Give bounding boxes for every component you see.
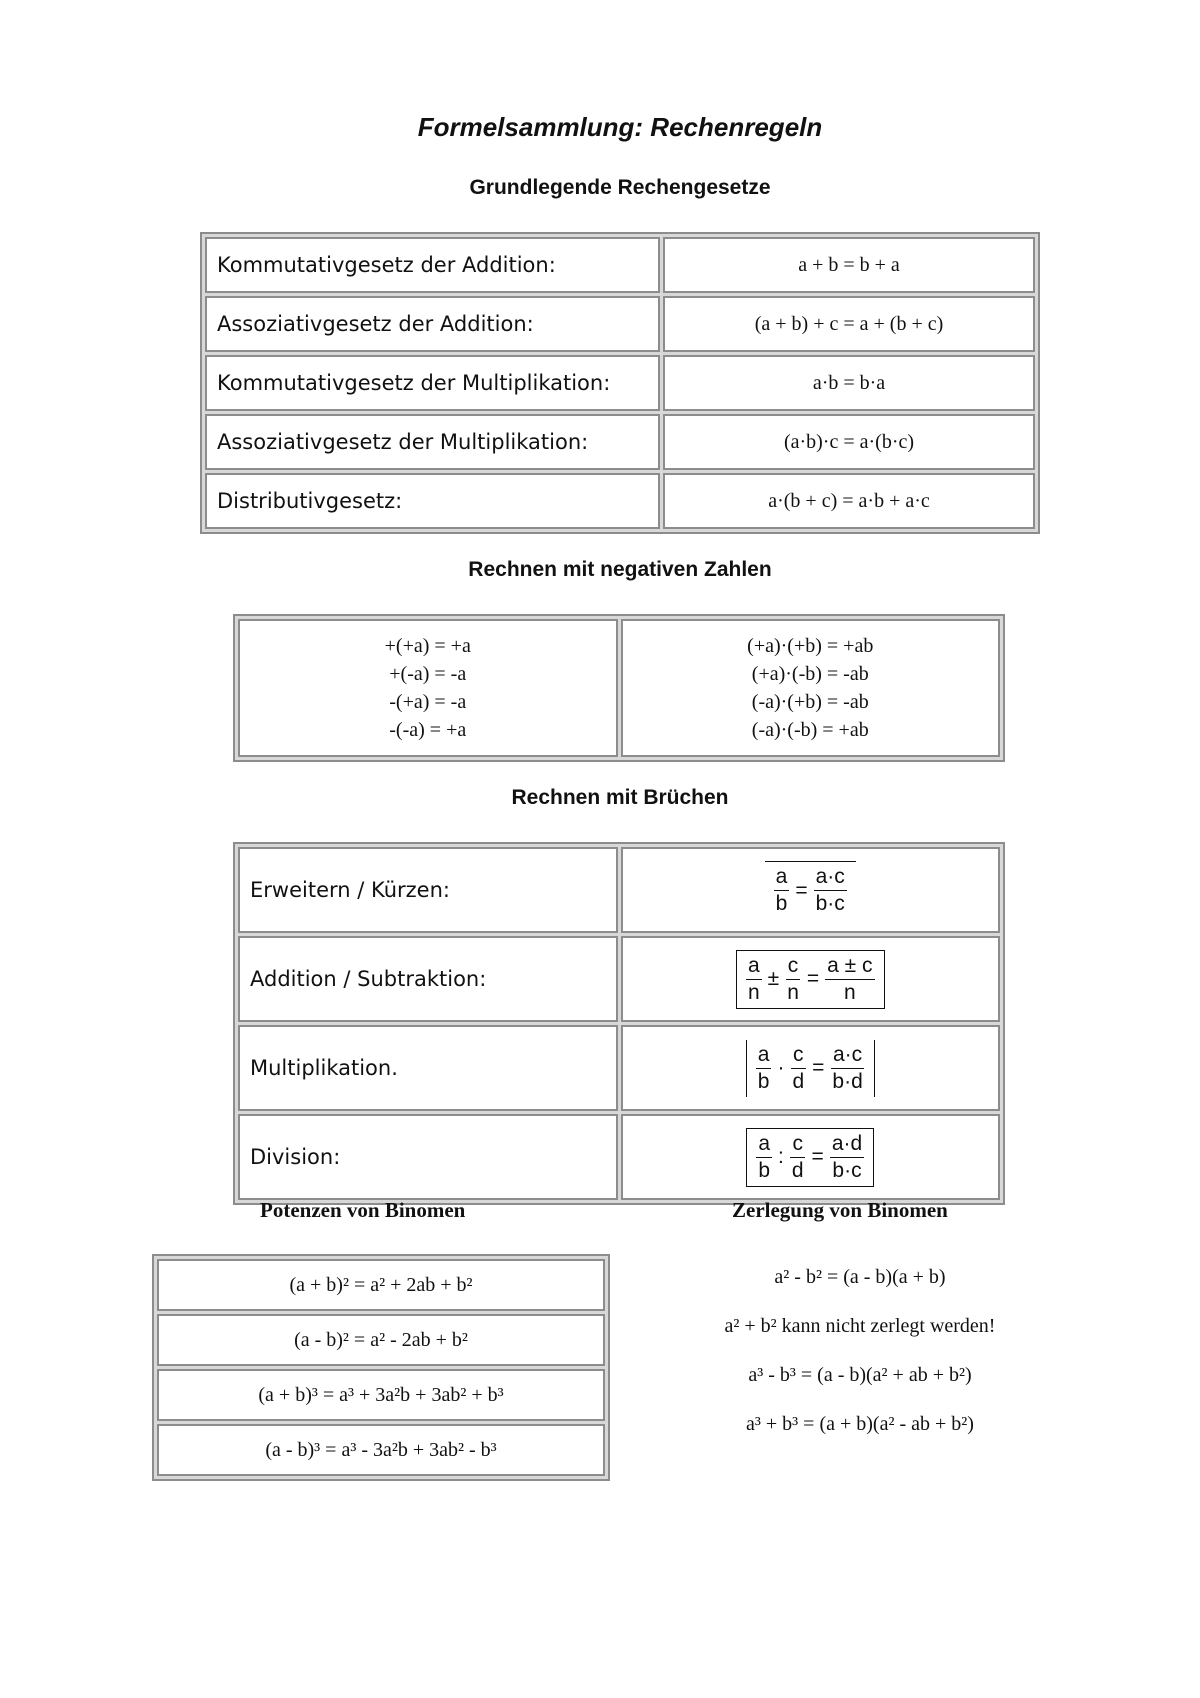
section-heading-brueche: Rechnen mit Brüchen xyxy=(511,786,729,809)
table-row xyxy=(238,936,1000,1022)
sign-rule: (-a)·(+b) = -ab xyxy=(751,691,869,713)
law-formula: a·(b + c) = a·b + a·c xyxy=(663,473,1035,529)
table-row xyxy=(205,355,1035,411)
factorization-line: a² + b² kann nicht zerlegt werden! xyxy=(724,1315,996,1337)
table-row xyxy=(205,414,1035,470)
table-row xyxy=(238,619,1000,757)
numerator: a xyxy=(756,1042,772,1069)
law-label: Kommutativgesetz der Multiplikation: xyxy=(205,355,660,411)
formula-division xyxy=(746,1128,874,1187)
basic-laws-table xyxy=(200,232,1040,534)
numerator: c xyxy=(786,953,801,980)
binomial-power: (a + b)² = a² + 2ab + b² xyxy=(157,1259,605,1311)
numerator: a xyxy=(774,864,790,891)
operator: = xyxy=(812,1056,825,1079)
table-row xyxy=(205,237,1035,293)
sign-rules-product xyxy=(621,619,1001,757)
operator: ± xyxy=(767,967,780,990)
sign-rule: (+a)·(+b) = +ab xyxy=(747,635,874,657)
binomial-power: (a - b)² = a² - 2ab + b² xyxy=(157,1314,605,1366)
denominator: d xyxy=(791,1158,804,1182)
formula-multiplikation xyxy=(746,1040,875,1097)
section-heading-potenzen: Potenzen von Binomen xyxy=(260,1198,466,1222)
operator: : xyxy=(778,1145,784,1168)
sign-rule: (+a)·(-b) = -ab xyxy=(751,663,869,685)
denominator: b xyxy=(775,892,788,915)
fraction-rule-label: Addition / Subtraktion: xyxy=(238,936,618,1022)
fraction-rule-formula xyxy=(621,1025,1001,1111)
sign-rules-sum xyxy=(238,619,618,757)
operator: = xyxy=(795,878,808,902)
sign-rule: -(+a) = -a xyxy=(389,691,467,713)
formula-erweitern xyxy=(765,861,856,919)
factorization-line: a² - b² = (a - b)(a + b) xyxy=(774,1266,946,1288)
law-label: Assoziativgesetz der Addition: xyxy=(205,296,660,352)
table-row xyxy=(157,1369,605,1421)
sign-rule: -(-a) = +a xyxy=(389,719,467,741)
section-heading-negative: Rechnen mit negativen Zahlen xyxy=(468,558,772,581)
fractions-table xyxy=(233,842,1005,1205)
binomial-powers-table xyxy=(152,1254,610,1481)
numerator: a·c xyxy=(814,864,847,891)
binomial-power: (a - b)³ = a³ - 3a²b + 3ab² - b³ xyxy=(157,1424,605,1476)
table-row xyxy=(205,296,1035,352)
denominator: b xyxy=(757,1069,770,1093)
binomial-power: (a + b)³ = a³ + 3a²b + 3ab² + b³ xyxy=(157,1369,605,1421)
law-formula: a·b = b·a xyxy=(663,355,1035,411)
operator: = xyxy=(806,967,820,990)
numerator: c xyxy=(791,1042,806,1069)
factorization-line: a³ - b³ = (a - b)(a² + ab + b²) xyxy=(748,1364,972,1386)
denominator: n xyxy=(843,980,856,1004)
law-label: Distributivgesetz: xyxy=(205,473,660,529)
numerator: a ± c xyxy=(825,953,874,980)
law-formula: (a + b) + c = a + (b + c) xyxy=(663,296,1035,352)
factorization-line: a³ + b³ = (a + b)(a² - ab + b²) xyxy=(746,1413,974,1435)
formula-addition xyxy=(736,950,885,1009)
fraction-rule-formula xyxy=(621,936,1001,1022)
table-row xyxy=(238,847,1000,933)
numerator: a·d xyxy=(830,1131,864,1158)
fraction-rule-formula xyxy=(621,847,1001,933)
table-row xyxy=(205,473,1035,529)
denominator: b·d xyxy=(832,1069,863,1093)
negative-numbers-table xyxy=(233,614,1005,762)
sign-rule: +(-a) = -a xyxy=(389,663,467,685)
fraction-rule-label: Division: xyxy=(238,1114,618,1200)
table-row xyxy=(238,1025,1000,1111)
table-row xyxy=(157,1424,605,1476)
fraction-rule-formula xyxy=(621,1114,1001,1200)
sign-rule: (-a)·(-b) = +ab xyxy=(751,719,869,741)
numerator: a·c xyxy=(831,1042,864,1069)
denominator: n xyxy=(787,980,799,1004)
table-row xyxy=(238,1114,1000,1200)
operator: · xyxy=(777,1056,785,1079)
law-formula: a + b = b + a xyxy=(663,237,1035,293)
law-label: Assoziativgesetz der Multiplikation: xyxy=(205,414,660,470)
numerator: a xyxy=(756,1131,772,1158)
denominator: n xyxy=(747,980,760,1004)
table-row xyxy=(157,1259,605,1311)
fraction-rule-label: Erweitern / Kürzen: xyxy=(238,847,618,933)
denominator: b·c xyxy=(832,1158,862,1182)
section-heading-zerlegung: Zerlegung von Binomen xyxy=(732,1198,948,1222)
law-label: Kommutativgesetz der Addition: xyxy=(205,237,660,293)
fraction-rule-label: Multiplikation. xyxy=(238,1025,618,1111)
page-title: Formelsammlung: Rechenregeln xyxy=(417,112,823,142)
law-formula: (a·b)·c = a·(b·c) xyxy=(663,414,1035,470)
section-heading-grundlegende: Grundlegende Rechengesetze xyxy=(469,176,771,199)
denominator: d xyxy=(792,1069,805,1093)
sign-rule: +(+a) = +a xyxy=(384,635,471,657)
denominator: b·c xyxy=(815,892,845,915)
numerator: c xyxy=(790,1131,805,1158)
table-row xyxy=(157,1314,605,1366)
numerator: a xyxy=(746,953,762,980)
denominator: b xyxy=(758,1158,771,1182)
operator: = xyxy=(811,1145,824,1168)
